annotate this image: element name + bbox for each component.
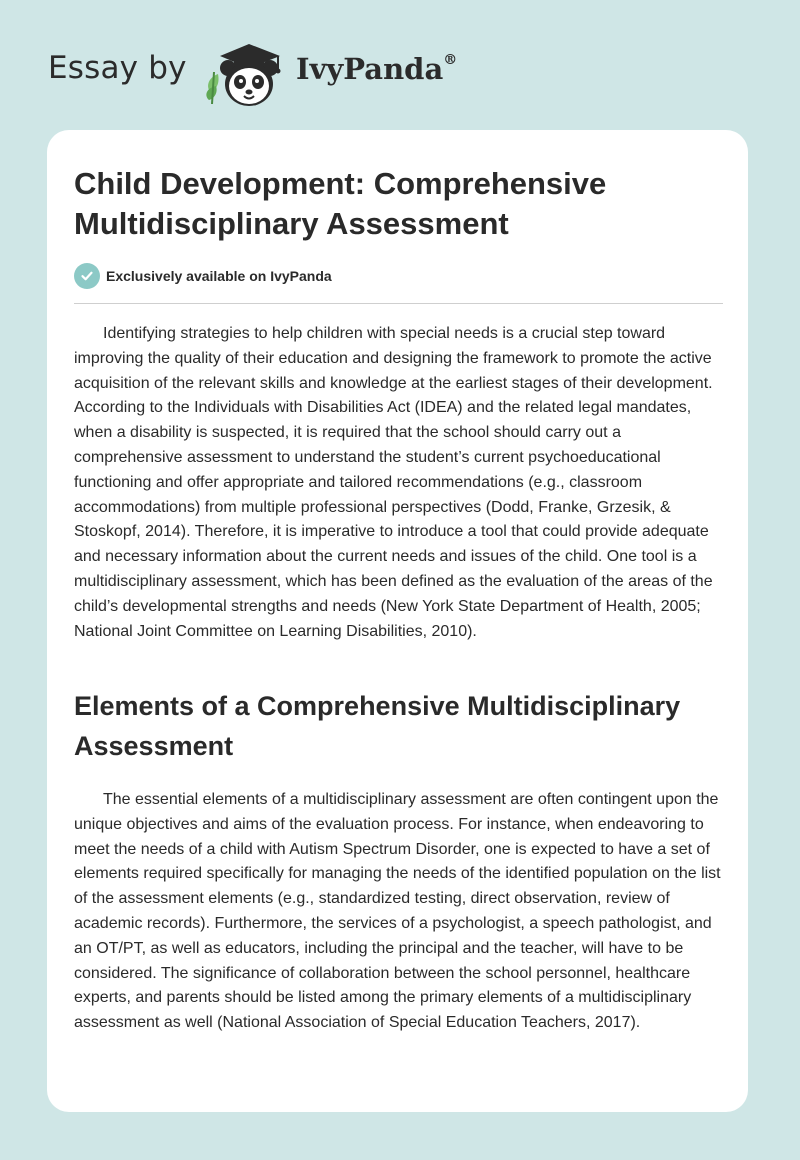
essay-by-label: Essay by bbox=[48, 50, 187, 86]
exclusive-badge bbox=[74, 263, 332, 289]
panda-graduate-icon[interactable] bbox=[200, 34, 296, 110]
body-paragraph-2: The essential elements of a multidisciplinary assessment are often contingent upon the unique objectives and aims of the evaluation process. For instance, when endeavoring to meet the needs of a child with Autism Spectrum Disorder, one is expected to have a set of elements required specifically for managing the needs of the identified population on the list of the assessment elements (e.g., standardized testing, direct observation, review of academic records). Furthermore, the services of a psychologist, a speech pathologist, and an OT/PT, as well as educators, including the principal and the teacher, will have to be considered. The significance of collaboration between the school personnel, healthcare experts, and parents should be listed among the primary elements of a multidisciplinary assessment as well (National Association of Special Education Teachers, 2017). bbox=[74, 791, 721, 1032]
section-heading: Elements of a Comprehensive Multidisciplinary Assessment bbox=[74, 691, 681, 761]
essay-card bbox=[47, 130, 748, 1112]
check-circle-icon bbox=[74, 263, 100, 289]
divider bbox=[74, 303, 723, 304]
body-paragraph-1: Identifying strategies to help children with special needs is a crucial step toward improving the quality of their education and designing the framework to promote the active acquisition of the relevant skills and knowledge at the earliest stages of their development. According to the Individuals with Disabilities Act (IDEA) and the related legal mandates, when a disability is suspected, it is required that the school should carry out a comprehensive assessment to understand the student’s current psychoeducational functioning and offer appropriate and tailored recommendations (e.g., classroom accommodations) from multiple professional perspectives (Dodd, Franke, Grzesik, & Stoskopf, 2014). Therefore, it is imperative to introduce a tool that could provide adequate and necessary information about the current needs and issues of the child. One tool is a multidisciplinary assessment, which has been defined as the evaluation of the areas of the child’s developmental strengths and needs (New York State Department of Health, 2005; National Joint Committee on Learning Disabilities, 2010). bbox=[74, 325, 713, 640]
registered-mark: ® bbox=[443, 52, 458, 69]
brand-name[interactable]: IvyPanda® bbox=[296, 52, 458, 86]
page-title: Child Development: Comprehensive Multidisciplinary Assessment bbox=[74, 166, 607, 241]
site-header bbox=[0, 0, 800, 130]
exclusive-badge-label: Exclusively available on IvyPanda bbox=[106, 268, 332, 284]
